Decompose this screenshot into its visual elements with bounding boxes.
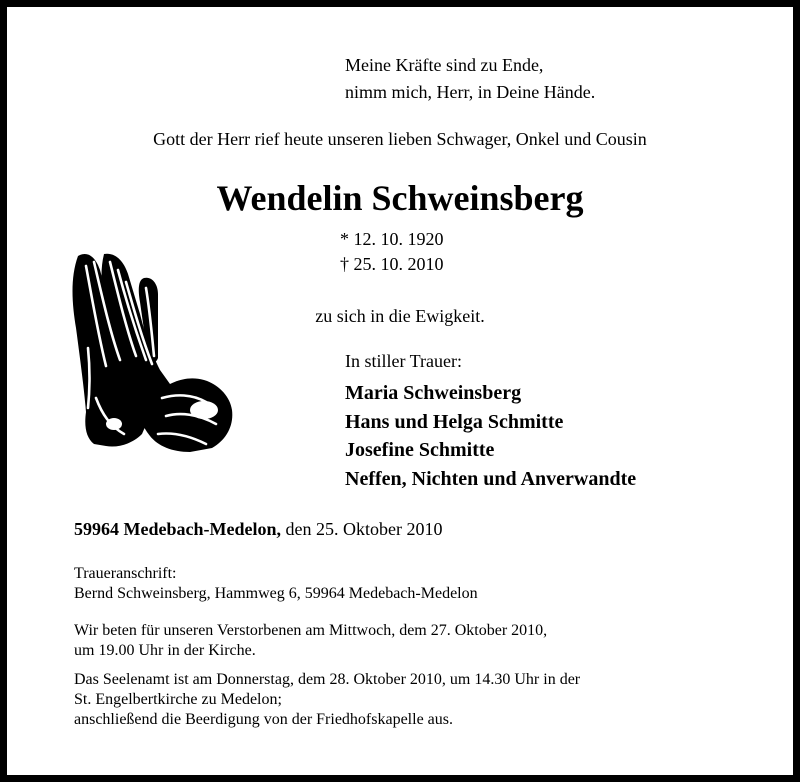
mourner-name: Neffen, Nichten und Anverwandte	[345, 467, 637, 490]
eternity-text: zu sich in die Ewigkeit.	[315, 306, 485, 326]
mourning-address	[74, 564, 478, 604]
requiem-line-1: Das Seelenamt ist am Donnerstag, dem 28. Oktober 2010, um 14.30 Uhr in der	[74, 671, 581, 688]
place-name: 59964 Medebach-Medelon,	[74, 519, 281, 539]
praying-hands-icon	[66, 248, 234, 453]
requiem-mass	[74, 670, 580, 730]
service-line-2: um 19.00 Uhr in der Kirche.	[74, 642, 256, 659]
notice-date: den 25. Oktober 2010	[285, 519, 443, 539]
place-date	[74, 520, 442, 538]
verse-line-1: Meine Kräfte sind zu Ende,	[345, 55, 544, 75]
mourner-name: Maria Schweinsberg	[345, 382, 522, 404]
requiem-line-3: anschließend die Beerdigung von der Friedhofskapelle aus.	[74, 711, 453, 728]
mourning-label: In stiller Trauer:	[345, 351, 462, 371]
birth-date: * 12. 10. 1920	[340, 229, 444, 249]
mourners-list	[345, 379, 636, 493]
deceased-name: Wendelin Schweinsberg	[216, 178, 584, 218]
requiem-line-2: St. Engelbertkirche zu Medelon;	[74, 691, 282, 708]
service-line-1: Wir beten für unseren Verstorbenen am Mittwoch, dem 27. Oktober 2010,	[74, 622, 548, 639]
death-date: † 25. 10. 2010	[340, 254, 444, 274]
mourner-name: Josefine Schmitte	[345, 439, 495, 461]
address-text: Bernd Schweinsberg, Hammweg 6, 59964 Medebach-Medelon	[74, 585, 478, 602]
intro-text: Gott der Herr rief heute unseren lieben Schwager, Onkel und Cousin	[153, 129, 647, 149]
verse	[345, 52, 595, 106]
verse-line-2: nimm mich, Herr, in Deine Hände.	[345, 82, 596, 102]
mourner-name: Hans und Helga Schmitte	[345, 410, 564, 433]
life-dates	[340, 227, 444, 277]
address-label: Traueranschrift:	[74, 565, 177, 582]
prayer-service	[74, 621, 547, 661]
